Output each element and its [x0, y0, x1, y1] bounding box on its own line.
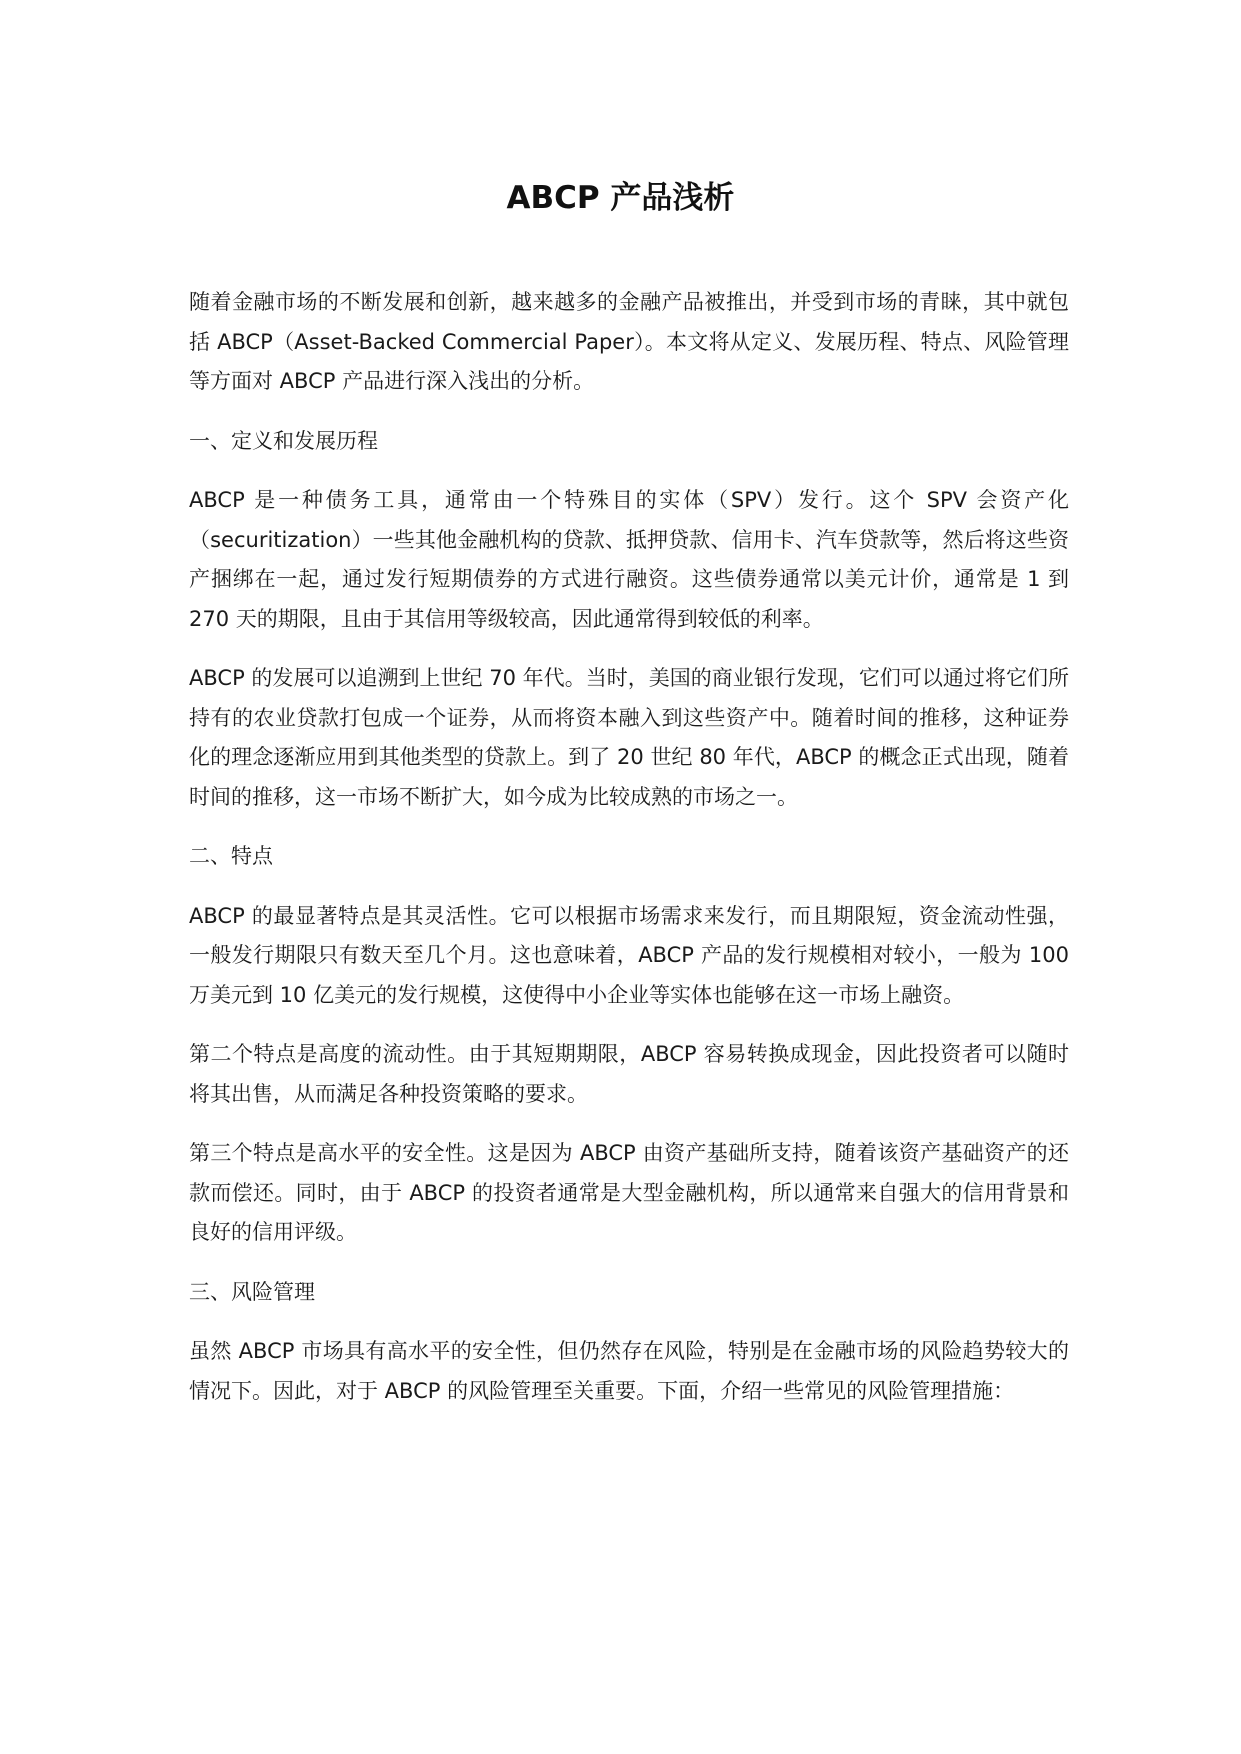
feature-safety-paragraph: 第三个特点是高水平的安全性。这是因为 ABCP 由资产基础所支持，随着该资产基础资产的还款而偿还。同时，由于 ABCP 的投资者通常是大型金融机构，所以通常来自强大的信用背景和良好的信用评级。	[189, 1141, 1069, 1244]
document-body	[189, 283, 1069, 1431]
intro-paragraph: 随着金融市场的不断发展和创新，越来越多的金融产品被推出，并受到市场的青睐，其中就包括 ABCP（Asset-Backed Commercial Paper）。本文将从定义、发展历程、特点、风险管理等方面对 ABCP 产品进行深入浅出的分析。	[189, 290, 1069, 393]
feature-liquidity-paragraph: 第二个特点是高度的流动性。由于其短期期限，ABCP 容易转换成现金，因此投资者可以随时将其出售，从而满足各种投资策略的要求。	[189, 1042, 1069, 1106]
section-heading-features: 二、特点	[189, 844, 273, 868]
history-paragraph: ABCP 的发展可以追溯到上世纪 70 年代。当时，美国的商业银行发现，它们可以通过将它们所持有的农业贷款打包成一个证券，从而将资本融入到这些资产中。随着时间的推移，这种证券化的理念逐渐应用到其他类型的贷款上。到了 20 世纪 80 年代，ABCP 的概念正式出现，随着时间的推移，这一市场不断扩大，如今成为比较成熟的市场之一。	[189, 666, 1069, 809]
section-heading-risk: 三、风险管理	[189, 1279, 315, 1304]
document-title: ABCP 产品浅析	[506, 180, 735, 216]
risk-paragraph: 虽然 ABCP 市场具有高水平的安全性，但仍然存在风险，特别是在金融市场的风险趋势较大的情况下。因此，对于 ABCP 的风险管理至关重要。下面，介绍一些常见的风险管理措施：	[189, 1339, 1069, 1403]
definition-paragraph: ABCP 是一种债务工具，通常由一个特殊目的实体（SPV）发行。这个 SPV 会资产化（securitization）一些其他金融机构的贷款、抵押贷款、信用卡、汽车贷款等，然后将这些资产捆绑在一起，通过发行短期债券的方式进行融资。这些债券通常以美元计价，通常是 1 到 270 天的期限，且由于其信用等级较高，因此通常得到较低的利率。	[189, 488, 1069, 631]
feature-flexibility-paragraph: ABCP 的最显著特点是其灵活性。它可以根据市场需求来发行，而且期限短，资金流动性强，一般发行期限只有数天至几个月。这也意味着，ABCP 产品的发行规模相对较小，一般为 100 万美元到 10 亿美元的发行规模，这使得中小企业等实体也能够在这一市场上融资。	[189, 903, 1069, 1007]
section-heading-definition: 一、定义和发展历程	[189, 428, 378, 453]
